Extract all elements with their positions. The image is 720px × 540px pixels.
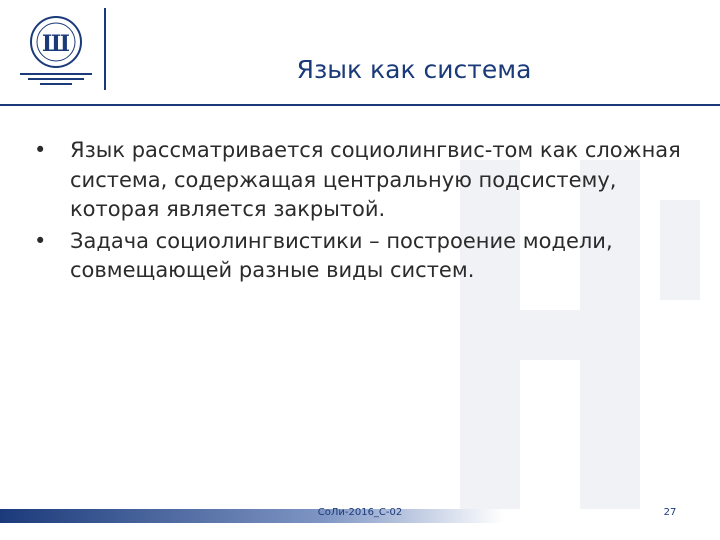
bullet-marker: • (34, 138, 47, 162)
university-crest-logo (14, 10, 98, 90)
bullet-text: Язык рассматривается социолингвис-том как сложная система, содержащая центральную подсистему, которая является закрытой. (70, 138, 681, 221)
bullet-marker: • (34, 228, 47, 253)
header (0, 0, 720, 104)
slide-title: Язык как система (296, 55, 532, 84)
bullet-text: Задача социолингвистики – построение модели, совмещающей разные виды систем. (70, 228, 613, 282)
bullet-item (34, 227, 694, 286)
footer-label: СоЛи-2016_С-02 (317, 507, 403, 518)
header-rule (0, 104, 720, 106)
logo-divider (104, 8, 106, 90)
bullet-item (34, 136, 694, 225)
svg-text:Ш: Ш (42, 31, 70, 57)
page-number: 27 (663, 507, 677, 518)
bullet-list (34, 136, 694, 288)
